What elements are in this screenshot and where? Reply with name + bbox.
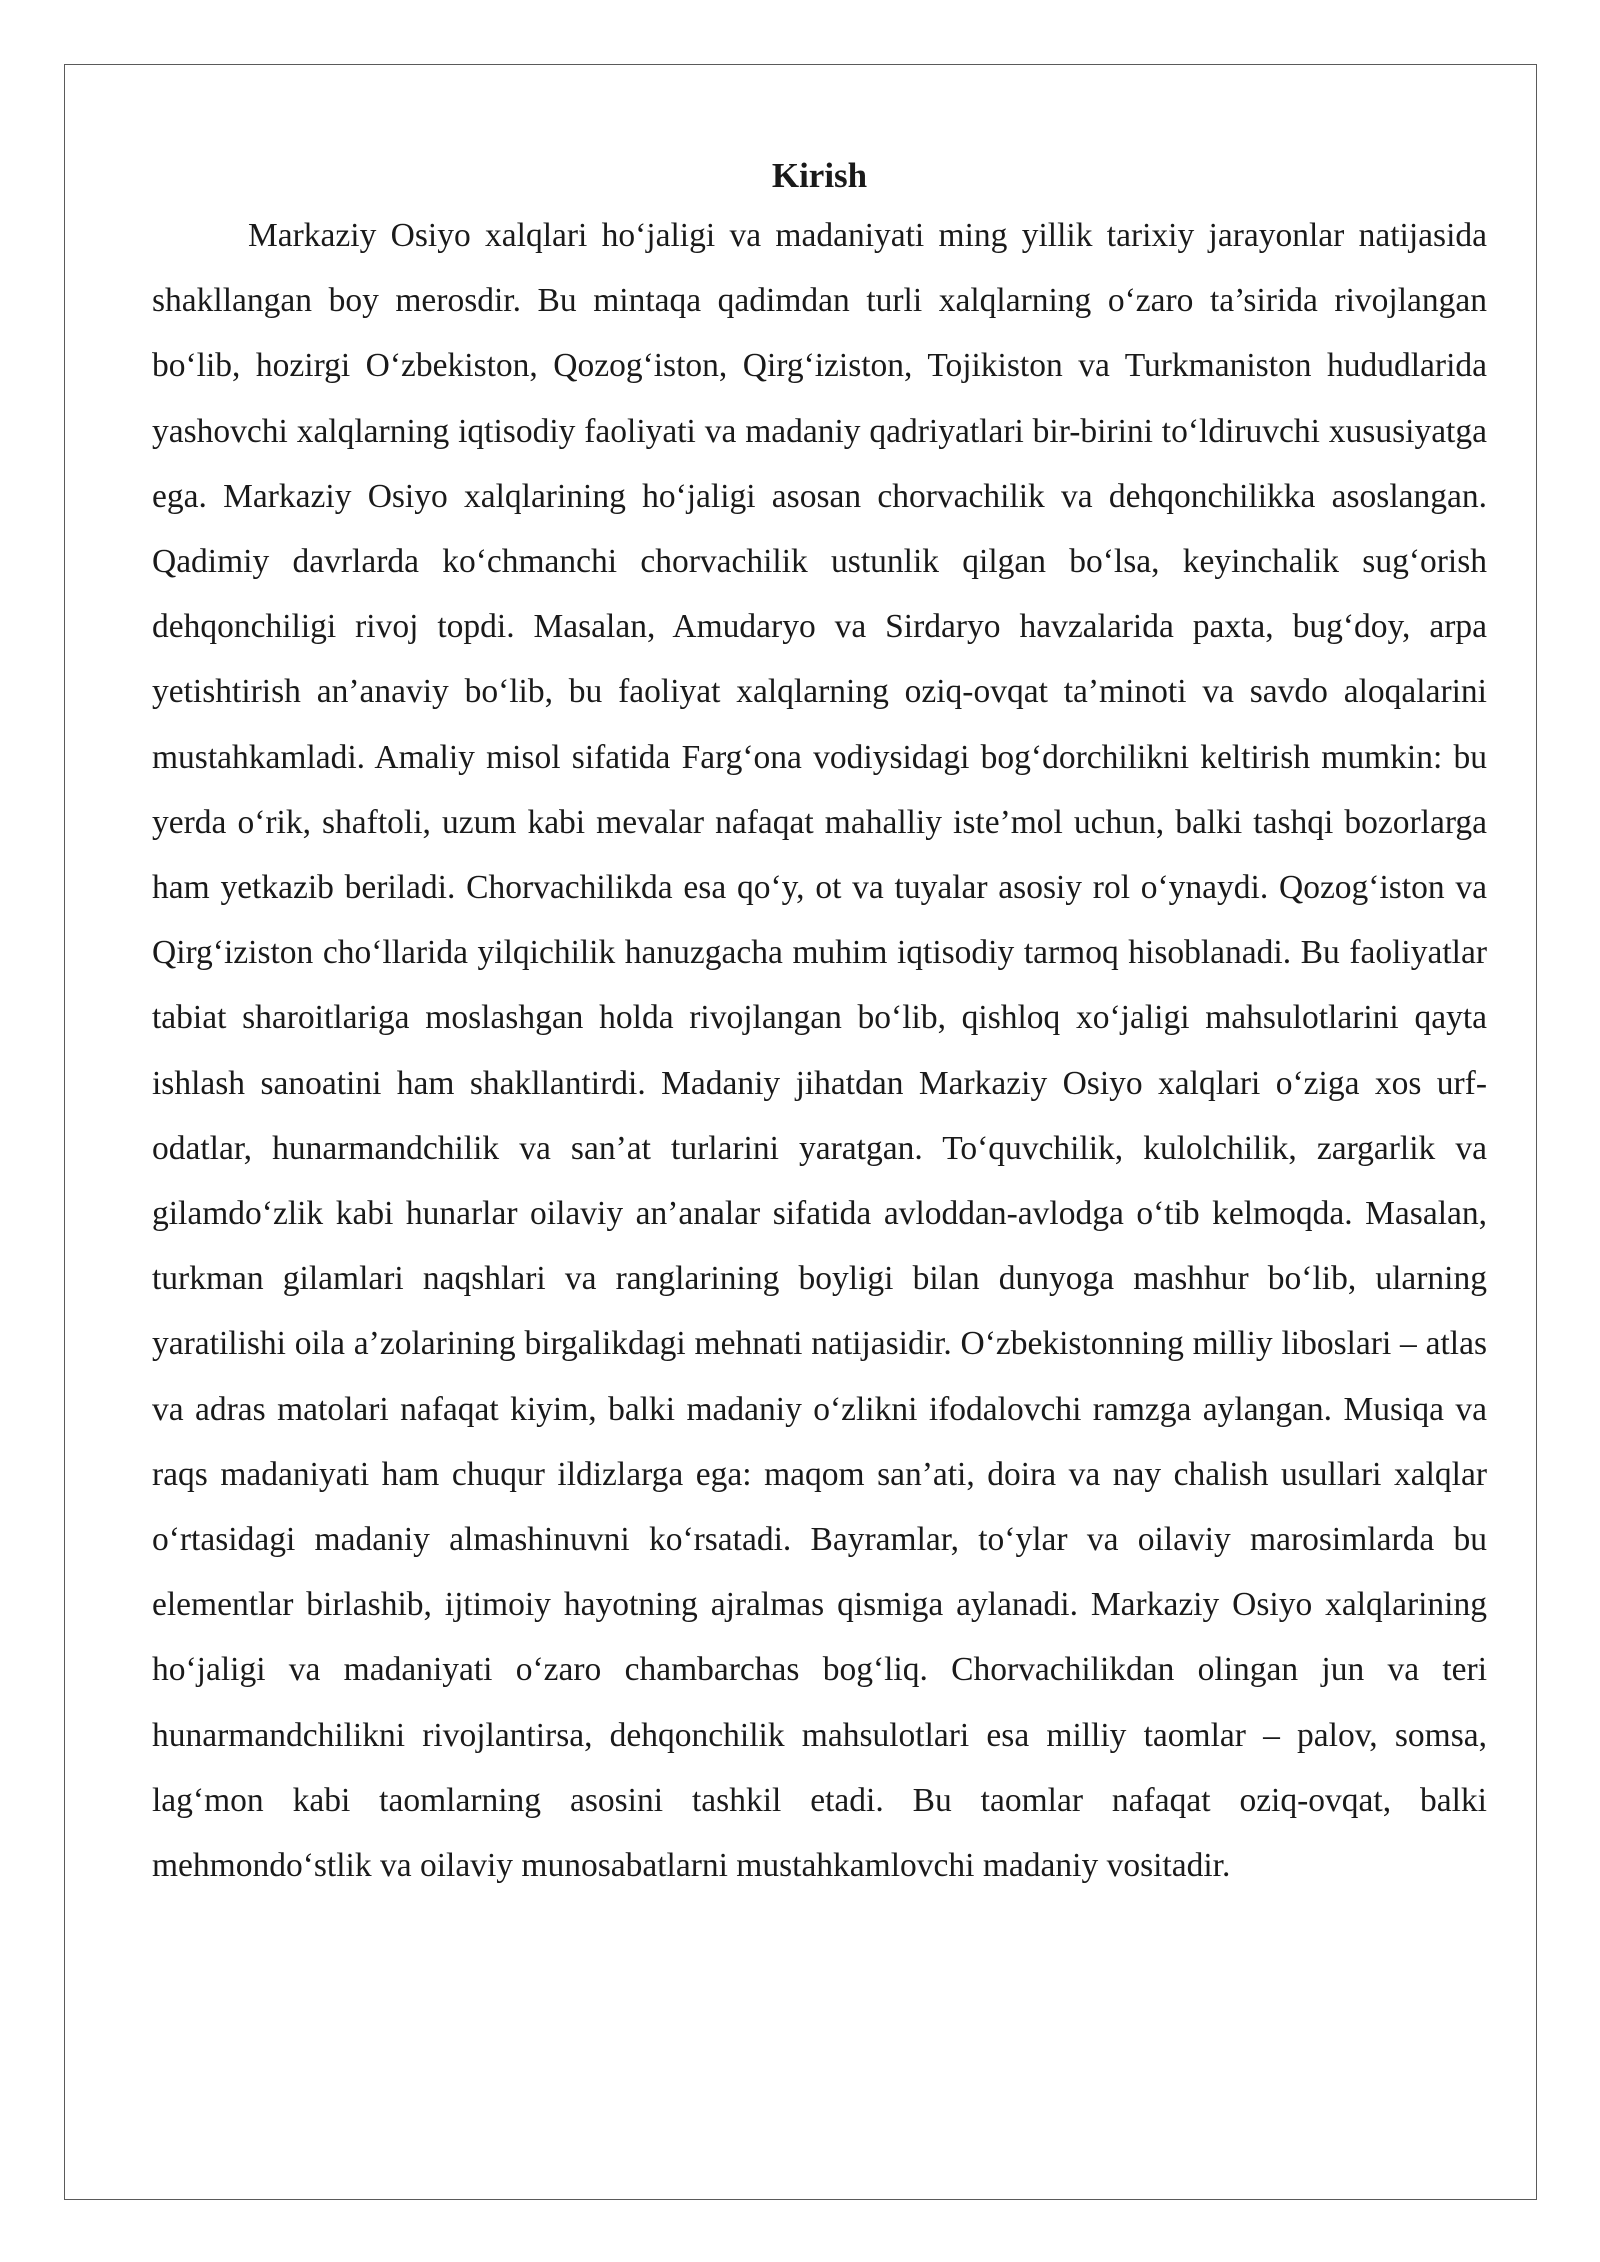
document-content xyxy=(152,148,1487,1898)
document-title: Kirish xyxy=(771,156,868,195)
body-paragraph: Markaziy Osiyo xalqlari ho‘jaligi va madaniyati ming yillik tarixiy jarayonlar natijasida shakllangan boy merosdir. Bu mintaqa qadimdan turli xalqlarning o‘zaro ta’sirida rivojlangan bo‘lib, hozirgi O‘zbekiston, Qozog‘iston, Qirg‘iziston, Tojikiston va Turkmaniston hududlarida yashovchi xalqlarning iqtisodiy faoliyati va madaniy qadriyatlari bir-birini to‘ldiruvchi xususiyatga ega. Markaziy Osiyo xalqlarining ho‘jaligi asosan chorvachilik va dehqonchilikka asoslangan. Qadimiy davrlarda ko‘chmanchi chorvachilik ustunlik qilgan bo‘lsa, keyinchalik sug‘orish dehqonchiligi rivoj topdi. Masalan, Amudaryo va Sirdaryo havzalarida paxta, bug‘doy, arpa yetishtirish an’anaviy bo‘lib, bu faoliyat xalqlarning oziq-ovqat ta’minoti va savdo aloqalarini mustahkamladi. Amaliy misol sifatida Farg‘ona vodiysidagi bog‘dorchilikni keltirish mumkin: bu yerda o‘rik, shaftoli, uzum kabi mevalar nafaqat mahalliy iste’mol uchun, balki tashqi bozorlarga ham yetkazib beriladi. Chorvachilikda esa qo‘y, ot va tuyalar asosiy rol o‘ynaydi. Qozog‘iston va Qirg‘iziston cho‘llarida yilqichilik hanuzgacha muhim iqtisodiy tarmoq hisoblanadi. Bu faoliyatlar tabiat sharoitlariga moslashgan holda rivojlangan bo‘lib, qishloq xo‘jaligi mahsulotlarini qayta ishlash sanoatini ham shakllantirdi. Madaniy jihatdan Markaziy Osiyo xalqlari o‘ziga xos urf-odatlar, hunarmandchilik va san’at turlarini yaratgan. To‘quvchilik, kulolchilik, zargarlik va gilamdo‘zlik kabi hunarlar oilaviy an’analar sifatida avloddan-avlodga o‘tib kelmoqda. Masalan, turkman gilamlari naqshlari va ranglarining boyligi bilan dunyoga mashhur bo‘lib, ularning yaratilishi oila a’zolarining birgalikdagi mehnati natijasidir. O‘zbekistonning milliy liboslari – atlas va adras matolari nafaqat kiyim, balki madaniy o‘zlikni ifodalovchi ramzga aylangan. Musiqa va raqs madaniyati ham chuqur ildizlarga ega: maqom san’ati, doira va nay chalish usullari xalqlar o‘rtasidagi madaniy almashinuvni ko‘rsatadi. Bayramlar, to‘ylar va oilaviy marosimlarda bu elementlar birlashib, ijtimoiy hayotning ajralmas qismiga aylanadi. Markaziy Osiyo xalqlarining ho‘jaligi va madaniyati o‘zaro chambarchas bog‘liq. Chorvachilikdan olingan jun va teri hunarmandchilikni rivojlantirsa, dehqonchilik mahsulotlari esa milliy taomlar – palov, somsa, lag‘mon kabi taomlarning asosini tashkil etadi. Bu taomlar nafaqat oziq-ovqat, balki mehmondo‘stlik va oilaviy munosabatlarni mustahkamlovchi madaniy vositadir. xyxy=(152,217,1487,1885)
